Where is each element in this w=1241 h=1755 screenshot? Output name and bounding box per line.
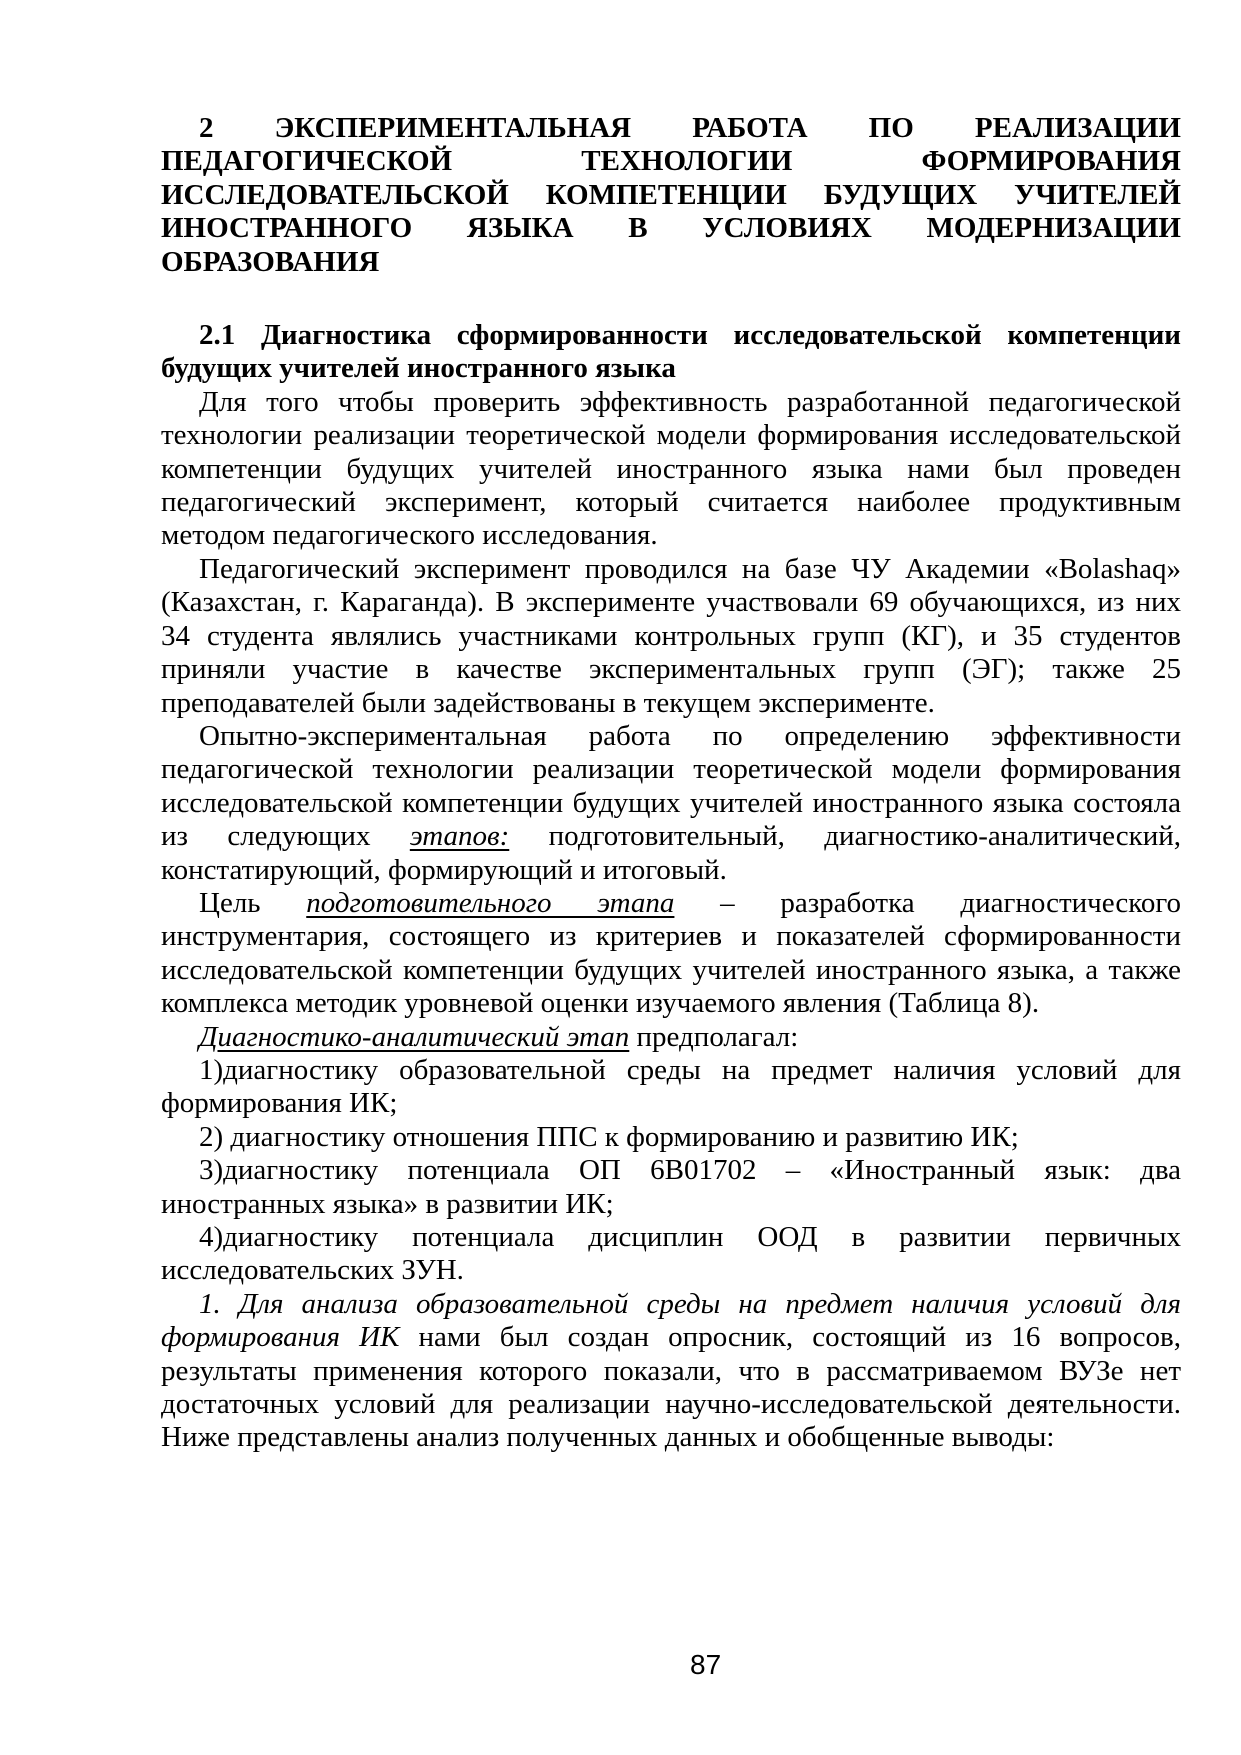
paragraph-7 xyxy=(161,1121,1181,1154)
text-run: Опытно-экспериментальная работа по определению эффективности педагогической технологии реализации теоретической модели формирования исследовательской компетенции будущих учителей иностранного языка состояла из следующих xyxy=(161,719,1181,853)
paragraph-9 xyxy=(161,1221,1181,1288)
text-run: подготовительный, диагностико-аналитический, констатирующий, формирующий и итоговый. xyxy=(161,820,1181,886)
text-run: 1. Для анализа образовательной среды на предмет наличия условий для формирования ИК xyxy=(161,1287,1181,1354)
paragraph-5 xyxy=(161,1021,1181,1054)
paragraph-10 xyxy=(161,1288,1181,1455)
paragraph-6 xyxy=(161,1054,1181,1121)
page-number: 87 xyxy=(690,1649,722,1680)
text-run: 3)диагностику потенциала ОП 6В01702 – «Иностранный язык: два иностранных языка» в развитии ИК; xyxy=(161,1154,1181,1220)
chapter-heading: 2 ЭКСПЕРИМЕНТАЛЬНАЯ РАБОТА ПО РЕАЛИЗАЦИИ ПЕДАГОГИЧЕСКОЙ ТЕХНОЛОГИИ ФОРМИРОВАНИЯ ИССЛЕДОВАТЕЛЬСКОЙ КОМПЕТЕНЦИИ БУДУЩИХ УЧИТЕЛЕЙ ИНОСТРАННОГО ЯЗЫКА В УСЛОВИЯХ МОДЕРНИЗАЦИИ ОБРАЗОВАНИЯ xyxy=(161,112,1181,278)
paragraph-1 xyxy=(161,386,1181,553)
text-run: Для того чтобы проверить эффективность разработанной педагогической технологии реализации теоретической модели формирования исследовательской компетенции будущих учителей иностранного языка нами был проведен педагогический эксперимент, который считается наиболее продуктивным методом педагогического исследования. xyxy=(161,385,1181,552)
text-run: предполагал: xyxy=(629,1020,799,1053)
text-run: Диагностико-аналитический этап xyxy=(199,1020,630,1053)
paragraph-8 xyxy=(161,1154,1181,1221)
page-content xyxy=(161,112,1181,1455)
text-run: 1)диагностику образовательной среды на предмет наличия условий для формирования ИК; xyxy=(161,1053,1181,1120)
text-run: 2) диагностику отношения ППС к формированию и развитию ИК; xyxy=(199,1120,1019,1153)
section-heading: 2.1 Диагностика сформированности исследовательской компетенции будущих учителей иностранного языка xyxy=(161,319,1181,385)
paragraph-2 xyxy=(161,553,1181,720)
paragraph-4 xyxy=(161,887,1181,1021)
text-run: нами был создан опросник, состоящий из 16 вопросов, результаты применения которого показали, что в рассматриваемом ВУЗе нет достаточных условий для реализации научно-исследовательской деятельности. Ниже представлены анализ полученных данных и обобщенные выводы: xyxy=(161,1321,1182,1454)
text-run: этапов: xyxy=(409,820,510,853)
text-run: Цель xyxy=(199,886,307,919)
text-run: подготовительного этапа xyxy=(306,886,675,919)
text-run: Педагогический эксперимент проводился на базе ЧУ Академии «Bolashaq» (Казахстан, г. Караганда). В эксперименте участвовали 69 обучающихся, из них 34 студента являлись участниками контрольных групп (КГ), и 35 студентов приняли участие в качестве экспериментальных групп (ЭГ); также 25 преподавателей были задействованы в текущем эксперименте. xyxy=(161,552,1181,719)
text-run: – разработка диагностического инструментария, состоящего из критериев и показателей сформированности исследовательской компетенции будущих учителей иностранного языка, а также комплекса методик уровневой оценки изучаемого явления (Таблица 8). xyxy=(161,886,1182,1020)
text-run: 4)диагностику потенциала дисциплин ООД в развитии первичных исследовательских ЗУН. xyxy=(161,1221,1181,1287)
paragraph-3 xyxy=(161,720,1181,887)
paragraphs-container xyxy=(161,386,1181,1455)
